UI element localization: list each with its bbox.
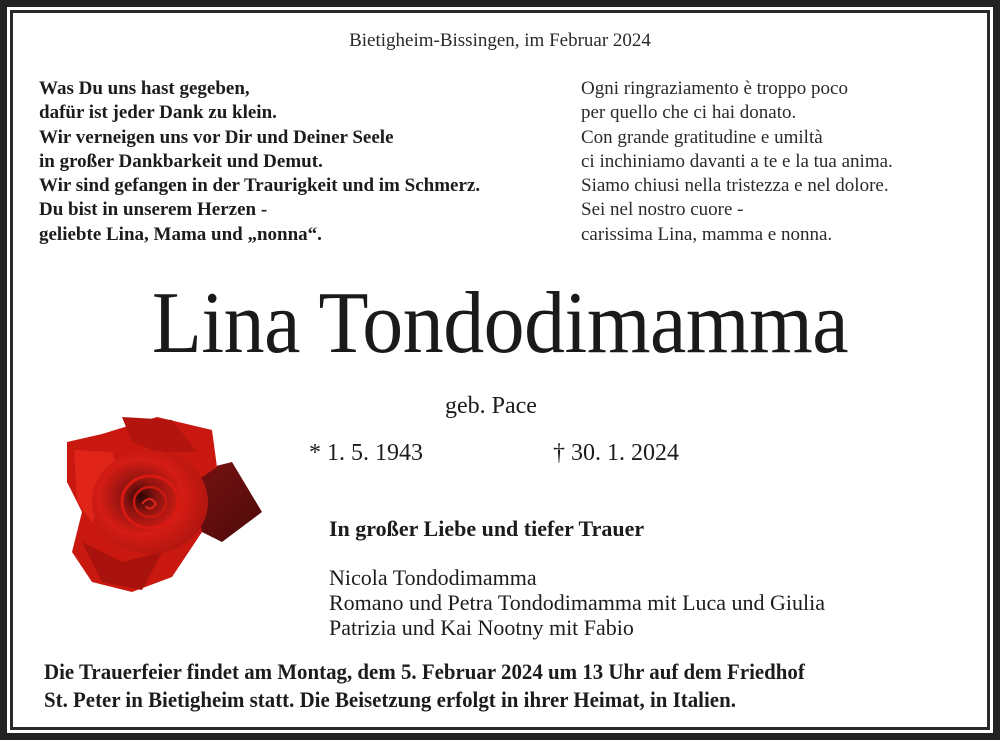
- funeral-line: St. Peter in Bietigheim statt. Die Beisetzung erfolgt in ihrer Heimat, in Italien.: [44, 687, 736, 712]
- grief-line: In großer Liebe und tiefer Trauer: [329, 516, 645, 541]
- deceased-name: Lina Tondodimamma: [151, 275, 849, 372]
- poem-line: geliebte Lina, Mama und „nonna“.: [39, 223, 322, 245]
- funeral-line: Die Trauerfeier findet am Montag, dem 5. Februar 2024 um 13 Uhr auf dem Friedhof: [44, 659, 805, 684]
- birth-date: * 1. 5. 1943: [309, 440, 423, 466]
- poem-line: Wir sind gefangen in der Traurigkeit und im Schmerz.: [39, 175, 481, 197]
- funeral-notice: [44, 658, 805, 714]
- poem-line: per quello che ci hai donato.: [581, 102, 797, 124]
- place-and-date: Bietigheim-Bissingen, im Februar 2024: [349, 30, 651, 51]
- mourners-list: [329, 565, 825, 640]
- poem-line: Siamo chiusi nella tristezza e nel dolore.: [581, 175, 889, 197]
- poem-line: Ogni ringraziamento è troppo poco: [581, 78, 848, 99]
- poem-line: Sei nel nostro cuore -: [581, 199, 744, 221]
- death-date: † 30. 1. 2024: [553, 440, 679, 466]
- red-rose-image: [62, 412, 267, 597]
- poem-line: dafür ist jeder Dank zu klein.: [39, 102, 277, 124]
- poem-line: carissima Lina, mamma e nonna.: [581, 223, 833, 245]
- poem-line: in großer Dankbarkeit und Demut.: [39, 150, 323, 172]
- poem-line: Du bist in unserem Herzen -: [39, 199, 268, 221]
- poem-line: ci inchiniamo davanti a te e la tua anima.: [581, 150, 893, 172]
- maiden-name: geb. Pace: [445, 393, 537, 419]
- poem-line: Con grande gratitudine e umiltà: [581, 126, 823, 148]
- poem-line: Wir verneigen uns vor Dir und Deiner Seele: [39, 126, 394, 148]
- mourner: Romano und Petra Tondodimamma mit Luca und Giulia: [329, 590, 826, 615]
- mourner: Patrizia und Kai Nootny mit Fabio: [329, 615, 634, 640]
- poem-line: Was Du uns hast gegeben,: [39, 78, 250, 99]
- poem-german: [39, 77, 480, 247]
- poem-italian: [581, 77, 893, 247]
- mourner: Nicola Tondodimamma: [329, 565, 537, 590]
